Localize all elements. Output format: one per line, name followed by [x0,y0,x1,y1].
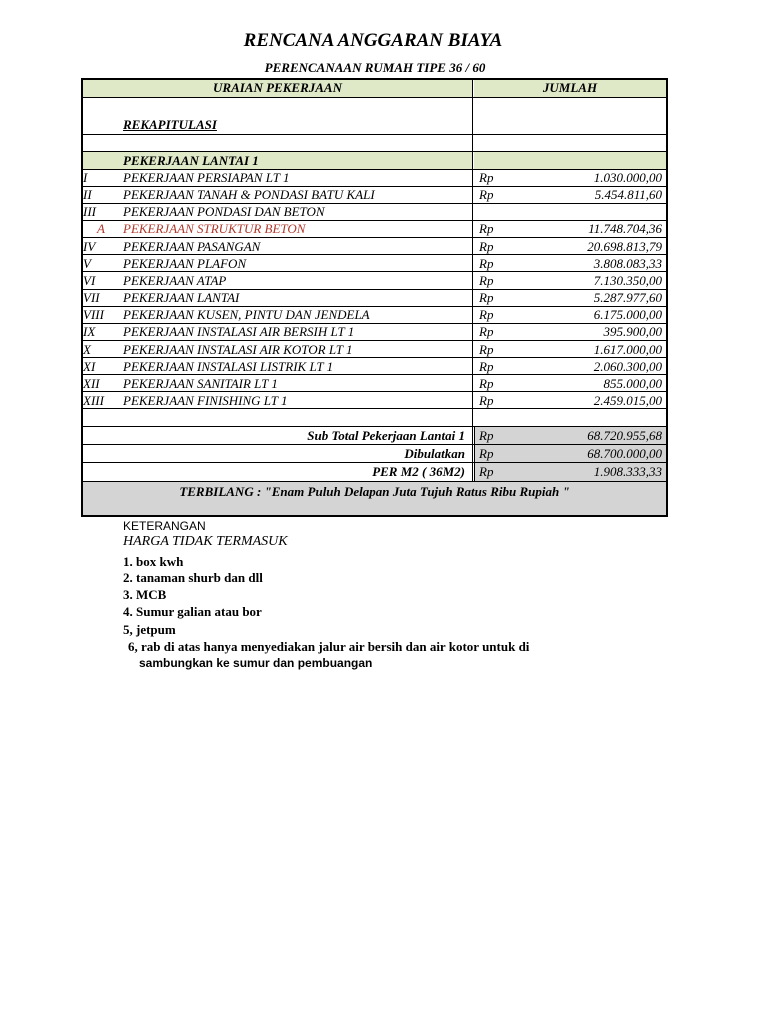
row-line [83,462,666,463]
row-currency: Rp [479,376,494,391]
perm2-amount: 1.908.333,33 [593,464,662,479]
perm2-currency: Rp [479,464,494,479]
row-number: II [83,187,92,202]
row-line [83,134,666,135]
row-number: VIII [83,307,104,322]
row-amount: 3.808.083,33 [593,256,662,271]
row-currency: Rp [479,239,494,254]
section-label: PEKERJAAN LANTAI 1 [123,153,259,168]
row-description: PEKERJAAN STRUKTUR BETON [123,221,306,236]
row-line [83,444,666,445]
column-divider-double [474,427,475,482]
row-description: PEKERJAAN PASANGAN [123,239,261,254]
note-item: 4. Sumur galian atau bor [123,604,262,619]
note-item: 3. MCB [123,587,167,602]
note-item: 2. tanaman shurb dan dll [123,570,263,585]
row-currency: Rp [479,187,494,202]
terbilang-text: TERBILANG : "Enam Puluh Delapan Juta Tujuh Ratus Ribu Rupiah " [179,484,570,499]
note-item: 6, rab di atas hanya menyediakan jalur air bersih dan air kotor untuk di [128,639,530,654]
row-description: PEKERJAAN ATAP [123,273,227,288]
note-item: 5, jetpum [123,622,176,637]
row-currency: Rp [479,221,494,236]
row-amount: 7.130.350,00 [593,273,662,288]
row-number: VI [83,273,96,288]
row-number: A [97,221,105,236]
row-currency: Rp [479,256,494,271]
row-currency: Rp [479,307,494,322]
row-line [83,151,666,152]
row-amount: 2.060.300,00 [593,359,662,374]
note-item-continuation: sambungkan ke sumur dan pembuangan [139,656,373,670]
row-currency: Rp [479,273,494,288]
subtotal-label: Sub Total Pekerjaan Lantai 1 [307,428,465,443]
row-description: PEKERJAAN PERSIAPAN LT 1 [123,170,290,185]
row-line [83,340,666,341]
row-amount: 20.698.813,79 [587,239,662,254]
row-currency: Rp [479,324,494,339]
rekap-label: REKAPITULASI [123,117,217,132]
section-bg-jumlah [474,152,666,169]
row-amount: 1.617.000,00 [593,342,662,357]
row-description: PEKERJAAN INSTALASI AIR KOTOR LT 1 [123,342,353,357]
row-amount: 855.000,00 [603,376,662,391]
row-number: V [83,256,91,271]
row-amount: 5.287.977,60 [593,290,662,305]
row-currency: Rp [479,290,494,305]
row-line [83,426,666,427]
harga-tidak-termasuk: HARGA TIDAK TERMASUK [123,534,288,549]
rab-table [81,78,668,517]
row-line [83,97,666,98]
note-item: 1. box kwh [123,554,184,569]
row-number: IX [83,324,96,339]
row-amount: 395.900,00 [603,324,662,339]
row-description: PEKERJAAN FINISHING LT 1 [123,393,288,408]
row-line [83,237,666,238]
page-title: RENCANA ANGGARAN BIAYA [243,30,503,51]
dibulatkan-amount: 68.700.000,00 [587,446,662,461]
keterangan-label: KETERANGAN [123,519,206,533]
row-amount: 11.748.704,36 [588,221,662,236]
row-amount: 5.454.811,60 [594,187,662,202]
dibulatkan-currency: Rp [479,446,494,461]
header-jumlah: JUMLAH [542,80,598,95]
row-description: PEKERJAAN PONDASI DAN BETON [123,204,325,219]
row-currency: Rp [479,359,494,374]
row-number: XI [83,359,96,374]
header-uraian: URAIAN PEKERJAAN [213,80,342,95]
subtotal-amount: 68.720.955,68 [587,428,662,443]
row-currency: Rp [479,393,494,408]
row-number: I [83,170,88,185]
row-number: XII [83,376,100,391]
row-description: PEKERJAAN LANTAI [123,290,240,305]
page-subtitle: PERENCANAAN RUMAH TIPE 36 / 60 [264,60,486,75]
column-divider [472,80,473,482]
row-description: PEKERJAAN INSTALASI LISTRIK LT 1 [123,359,334,374]
row-number: IV [83,239,96,254]
row-description: PEKERJAAN SANITAIR LT 1 [123,376,278,391]
row-number: X [83,342,91,357]
row-line [83,481,666,482]
row-currency: Rp [479,170,494,185]
dibulatkan-label: Dibulatkan [404,446,465,461]
row-number: XIII [83,393,104,408]
row-description: PEKERJAAN PLAFON [123,256,247,271]
row-amount: 6.175.000,00 [593,307,662,322]
row-amount: 1.030.000,00 [593,170,662,185]
row-description: PEKERJAAN INSTALASI AIR BERSIH LT 1 [123,324,355,339]
row-currency: Rp [479,342,494,357]
row-number: VII [83,290,100,305]
row-description: PEKERJAAN KUSEN, PINTU DAN JENDELA [123,307,370,322]
row-number: III [83,204,96,219]
row-description: PEKERJAAN TANAH & PONDASI BATU KALI [123,187,375,202]
perm2-label: PER M2 ( 36M2) [372,464,465,479]
subtotal-currency: Rp [479,428,494,443]
row-amount: 2.459.015,00 [593,393,662,408]
